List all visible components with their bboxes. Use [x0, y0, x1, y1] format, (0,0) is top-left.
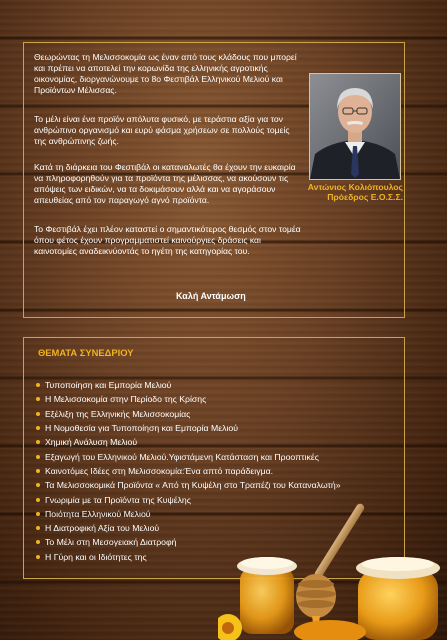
topic-item: Χημική Ανάλυση Μελιού [36, 435, 341, 449]
bullet-icon [36, 455, 40, 459]
bullet-icon [36, 440, 40, 444]
bullet-icon [36, 540, 40, 544]
bullet-icon [36, 412, 40, 416]
bullet-icon [36, 526, 40, 530]
topic-item: Η Γύρη και οι Ιδιότητες της [36, 550, 341, 564]
bullet-icon [36, 512, 40, 516]
president-portrait [309, 73, 401, 180]
intro-paragraph-2: Το μέλι είναι ένα προϊόν απόλυτα φυσικό, με τεράστια αξία για τον ανθρώπινο οργανισμό και ευρύ φάσμα χρήσεων σε πολλούς τομείς της ανθρώπινης ζωής. [34, 114, 290, 146]
topic-item: Καινοτόμες Ιδέες στη Μελισσοκομία:Ένα απτό παράδειγμα. [36, 464, 341, 478]
topic-item: Το Μέλι στη Μεσογειακή Διατροφή [36, 535, 341, 549]
bullet-icon [36, 498, 40, 502]
topic-item: Γνωριμία με τα Προϊόντα της Κυψέλης [36, 492, 341, 506]
intro-paragraph-3: Κατά τη διάρκεια του Φεστιβάλ οι καταναλωτές θα έχουν την ευκαιρία να πληροφορηθούν για τα προϊόντα της μέλισσας, να ακούσουν τις απόψεις των ειδικών, να τα δοκιμάσουν αλλά και να αγοράσουν απευθείας από τον παραγωγό αγνό προϊόντα. [34, 162, 296, 205]
topic-item: Τυποποίηση και Εμπορία Μελιού [36, 378, 341, 392]
topics-heading: ΘΕΜΑΤΑ ΣΥΝΕΔΡΙΟΥ [38, 347, 134, 358]
honey-jars-illustration [218, 500, 447, 640]
intro-paragraph-4: Το Φεστιβάλ έχει πλέον καταστεί ο σημαντικότερος θεσμός στον τομέα όπου φέτος έχουν προγραμματιστεί καινούργιες δράσεις και καινοτομίες αναδεικνύοντάς το ηγέτη της κατηγορίας του. [34, 224, 301, 256]
bullet-icon [36, 469, 40, 473]
bullet-icon [36, 397, 40, 401]
bullet-icon [36, 426, 40, 430]
bullet-icon [36, 383, 40, 387]
topic-item: Ποιότητα Ελληνικού Μελιού [36, 507, 341, 521]
topic-item: Εξέλιξη της Ελληνικής Μελισσοκομίας [36, 407, 341, 421]
president-role: Πρόεδρος Ε.Ο.Σ.Σ. [327, 192, 403, 202]
topic-item: Η Διατροφική Αξία του Μελιού [36, 521, 341, 535]
topic-item: Η Νομοθεσία για Τυποποίηση και Εμπορία Μελιού [36, 421, 341, 435]
closing-greeting: Καλή Αντάμωση [176, 291, 246, 301]
intro-paragraph-1: Θεωρώντας τη Μελισσοκομία ως έναν από τους κλάδους που μπορεί και πρέπει να αποτελεί την κορωνίδα της ελληνικής αγροτικής οικονομίας, διοργανώνουμε το 8ο Φεστιβάλ Ελληνικού Μελιού και Προϊόντων Μέλισσας. [34, 52, 297, 95]
topic-item: Η Μελισσοκομία στην Περίοδο της Κρίσης [36, 392, 341, 406]
bullet-icon [36, 483, 40, 487]
president-name: Αντώνιος Κολιόπουλος [307, 182, 403, 192]
bullet-icon [36, 555, 40, 559]
topic-item: Τα Μελισσοκομικά Προϊόντα « Από τη Κυψέλη στο Τραπέζι του Καταναλωτή» [36, 478, 341, 492]
portrait-image [310, 74, 400, 179]
topic-item: Εξαγωγή του Ελληνικού Μελιού.Υφιστάμενη Κατάσταση και Προοπτικές [36, 449, 341, 463]
